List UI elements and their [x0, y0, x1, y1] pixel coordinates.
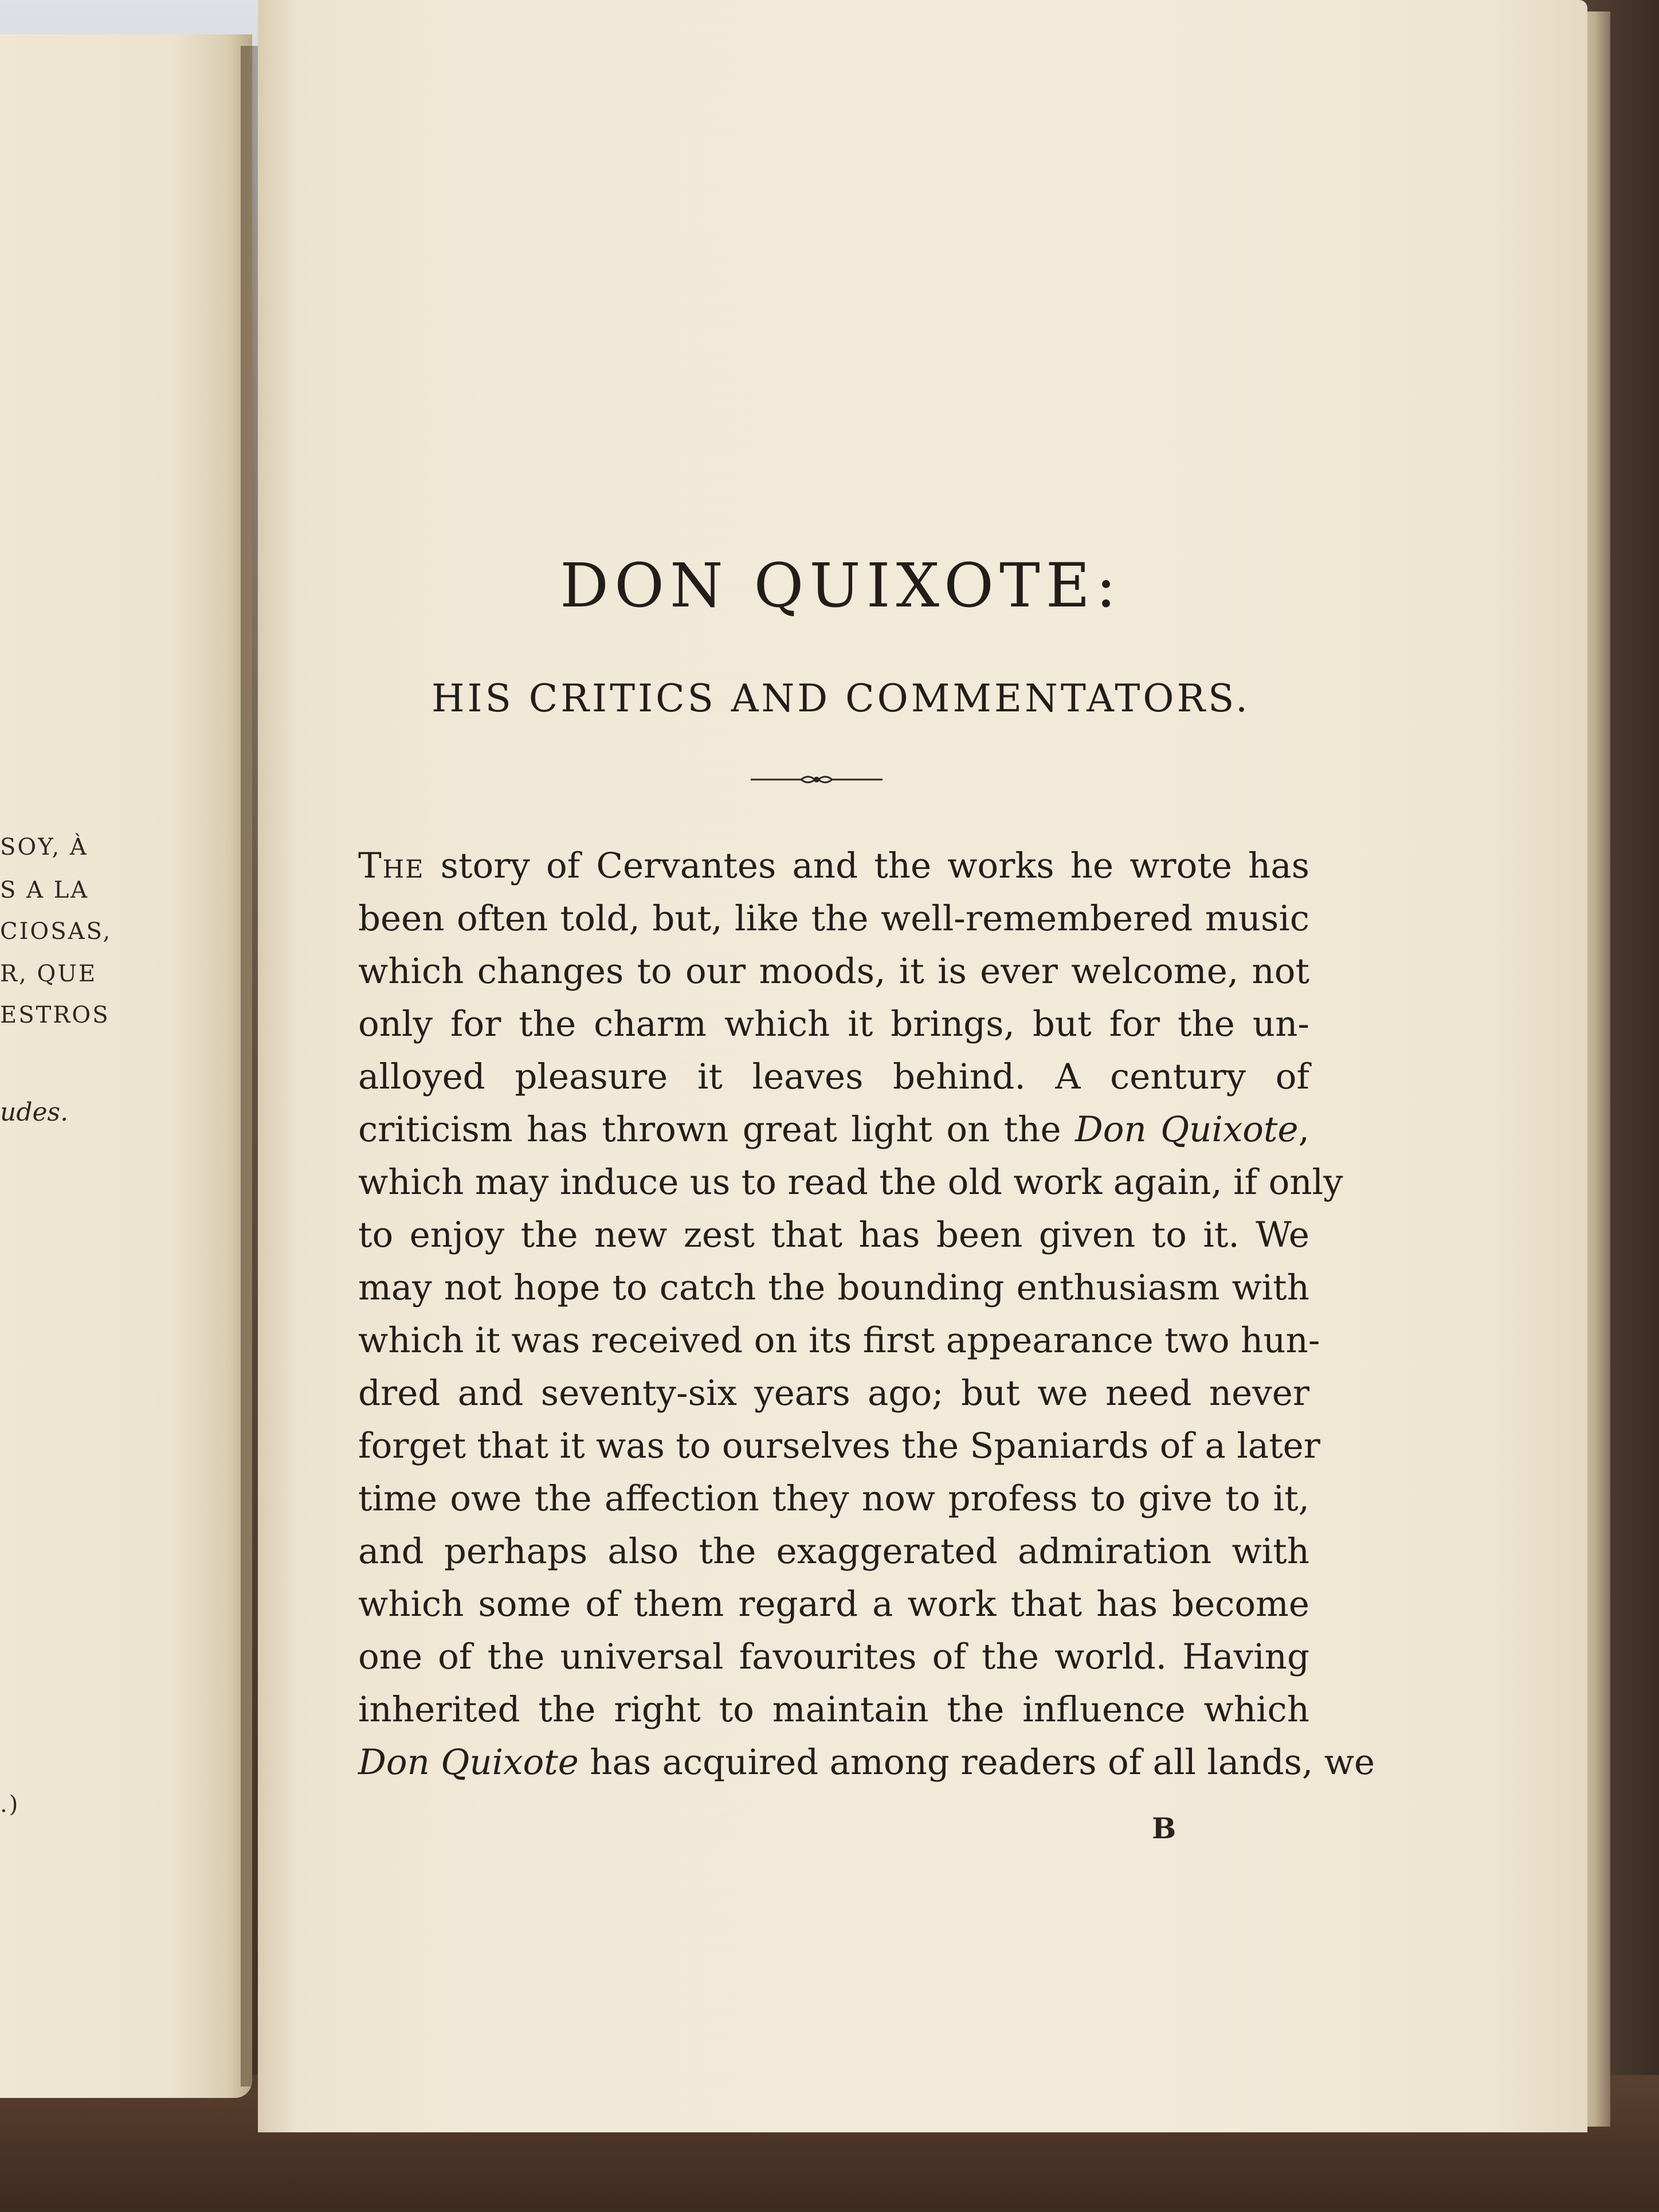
left-page-fragment: udes. [0, 1098, 69, 1127]
book-title-italic: Don Quixote [1074, 1109, 1299, 1150]
text-line: inherited the right to maintain the influence which [358, 1689, 1309, 1730]
text-line: been often told, but, like the well-remembered music [358, 898, 1309, 939]
left-page-fragment: R, QUE [0, 961, 97, 987]
page-title: DON QUIXOTE: [560, 550, 1122, 621]
text-line: and perhaps also the exaggerated admiration with [358, 1531, 1309, 1572]
text-line: dred and seventy-six years ago; but we need never [358, 1373, 1309, 1414]
text-line: which some of them regard a work that has become [358, 1584, 1309, 1624]
text-line: which it was received on its first appearance two hun- [358, 1320, 1320, 1361]
text-line: Don Quixote has acquired among readers of all lands, we [358, 1742, 1375, 1783]
text-line: time owe the affection they now profess to give to it, [358, 1478, 1309, 1519]
text-line: to enjoy the new zest that has been given to it. We [358, 1215, 1309, 1255]
text-line: forget that it was to ourselves the Spaniards of a later [358, 1426, 1320, 1466]
signature-mark: B [1152, 1811, 1176, 1845]
left-page-fragment: S A LA [0, 877, 89, 903]
book-title-italic: Don Quixote [358, 1742, 579, 1783]
text-line: which may induce us to read the old work again, if only [358, 1162, 1343, 1203]
text-line: only for the charm which it brings, but for the un- [358, 1004, 1309, 1044]
left-page-fragment: CIOSAS, [0, 918, 112, 945]
text-line: may not hope to catch the bounding enthusiasm with [358, 1267, 1309, 1308]
drop-word: The [358, 845, 425, 886]
left-page-fragment: .) [0, 1791, 20, 1818]
text-line [358, 840, 1309, 892]
ornament-divider [751, 768, 883, 791]
body-text [358, 840, 1375, 1789]
left-page-fragment: ESTROS [0, 1002, 110, 1028]
page-subtitle: HIS CRITICS AND COMMENTATORS. [431, 676, 1250, 721]
left-page [0, 34, 252, 2098]
text-line: which changes to our moods, it is ever welcome, not [358, 951, 1309, 992]
text-line: criticism has thrown great light on the Don Quixote, [358, 1109, 1310, 1150]
left-page-fragment: SOY, À [0, 834, 88, 860]
text-line: one of the universal favourites of the world. Having [358, 1637, 1309, 1677]
text-line-content: story of Cervantes and the works he wrote has [424, 845, 1309, 886]
text-line: alloyed pleasure it leaves behind. A century of [358, 1056, 1309, 1097]
